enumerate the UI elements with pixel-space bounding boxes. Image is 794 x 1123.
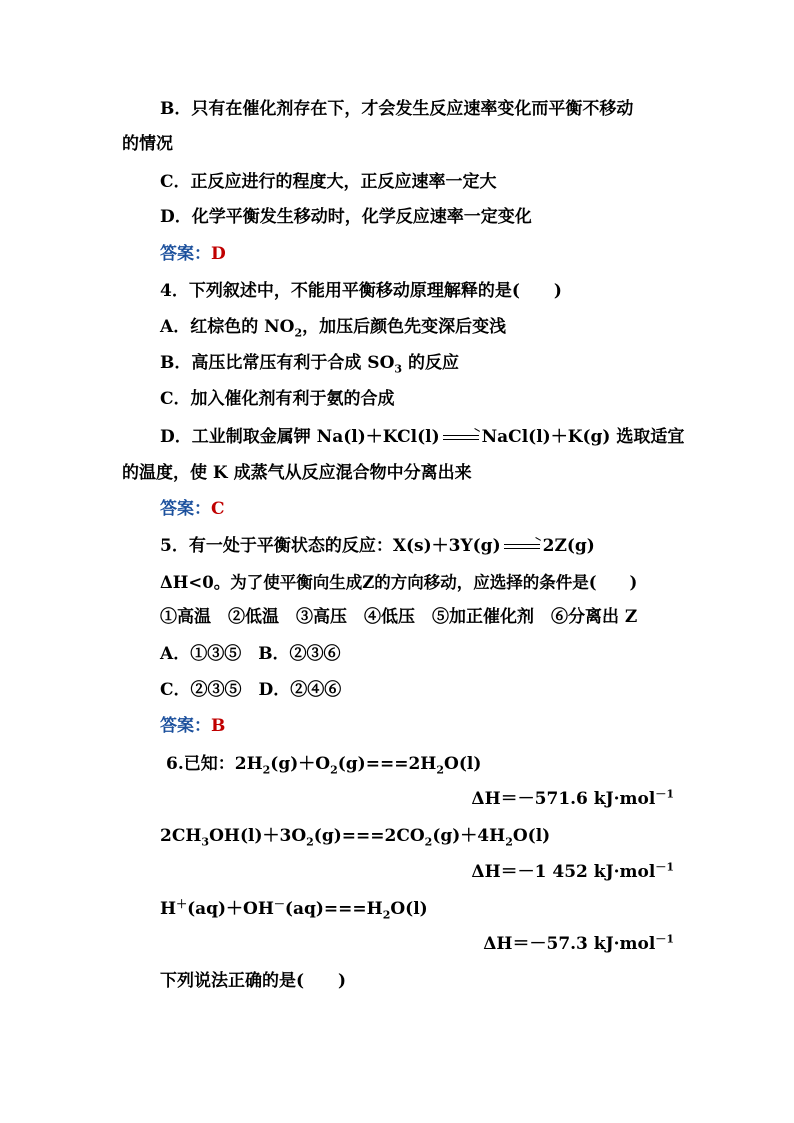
eq-text: OH(l)＋3O xyxy=(209,826,307,846)
q4-option-d-post: NaCl(l)＋K(g) 选取适宜 xyxy=(481,427,685,447)
eq-text: (aq)===H xyxy=(284,899,383,919)
q5-options-cd: C．②③⑤ D．②④⑥ xyxy=(160,680,342,700)
q5-conditions: ①高温 ②低温 ③高压 ④低压 ⑤加正催化剂 ⑥分离出 Z xyxy=(160,607,638,627)
q6-enthalpy-2 xyxy=(471,860,674,884)
subscript: 2 xyxy=(436,763,445,777)
answer-value: B xyxy=(211,716,226,736)
q3-option-b-line1: B．只有在催化剂存在下，才会发生反应速率变化而平衡不移动 xyxy=(160,99,634,119)
q4-option-d-line2: 的温度，使 K 成蒸气从反应混合物中分离出来 xyxy=(122,463,472,483)
q5-stem-post: 2Z(g) xyxy=(542,536,595,556)
q6-question: 下列说法正确的是( ) xyxy=(160,971,347,991)
eq-text: (aq)＋OH xyxy=(187,899,274,919)
q5-stem-pre: 5．有一处于平衡状态的反应：X(s)＋3Y(g) xyxy=(160,536,501,556)
eq-text: (g)＋4H xyxy=(432,826,506,846)
q4-option-b-pre: B．高压比常压有利于合成 SO xyxy=(160,353,395,373)
superscript: － xyxy=(273,897,285,911)
answer-value: C xyxy=(211,499,225,519)
q4-answer xyxy=(160,497,225,521)
answer-label: 答案： xyxy=(160,499,211,519)
q4-option-b xyxy=(160,351,459,375)
eq-text: 2CH xyxy=(160,826,202,846)
q6-enthalpy-3 xyxy=(483,932,674,956)
superscript: ＋ xyxy=(176,897,188,911)
subscript: 2 xyxy=(262,763,271,777)
subscript: 3 xyxy=(394,362,403,376)
subscript: 2 xyxy=(306,835,314,849)
enthalpy-text: ΔH＝－571.6 kJ·mol xyxy=(471,789,656,809)
subscript: 2 xyxy=(505,835,513,849)
q5-answer xyxy=(160,714,225,738)
answer-value: D xyxy=(211,244,226,264)
eq-text: (g)===2CO xyxy=(313,826,425,846)
q4-option-d-pre: D．工业制取金属钾 Na(l)＋KCl(l) xyxy=(160,427,440,447)
q5-options-ab: A．①③⑤ B．②③⑥ xyxy=(160,644,341,664)
superscript: －1 xyxy=(655,860,674,874)
q4-option-b-post: 的反应 xyxy=(402,353,459,373)
eq-text: O(l) xyxy=(512,826,551,846)
subscript: 2 xyxy=(382,908,391,922)
subscript: 2 xyxy=(330,763,338,777)
q5-stem xyxy=(160,534,595,558)
equilibrium-arrow-icon xyxy=(443,433,479,443)
q4-option-a-pre: A．红棕色的 NO xyxy=(160,317,295,337)
answer-label: 答案： xyxy=(160,716,211,736)
q3-option-b-line2: 的情况 xyxy=(122,134,173,154)
q3-option-c: C．正反应进行的程度大，正反应速率一定大 xyxy=(160,172,497,192)
enthalpy-text: ΔH＝－1 452 kJ·mol xyxy=(471,862,656,882)
subscript: 2 xyxy=(424,835,433,849)
q5-condition-line: ΔH<0。为了使平衡向生成Z的方向移动，应选择的条件是( ) xyxy=(160,573,638,592)
q6-enthalpy-1 xyxy=(471,787,674,811)
subscript: 3 xyxy=(201,835,210,849)
q6-equation-3 xyxy=(160,897,428,921)
q4-option-a xyxy=(160,315,506,339)
eq-text: H xyxy=(160,899,177,919)
q6-equation-1 xyxy=(166,752,481,776)
enthalpy-text: ΔH＝－57.3 kJ·mol xyxy=(483,934,656,954)
q4-option-d-line1 xyxy=(160,425,684,449)
q4-option-c: C．加入催化剂有利于氨的合成 xyxy=(160,389,395,409)
subscript: 2 xyxy=(294,326,303,340)
eq-text: (g)===2H xyxy=(337,754,437,774)
q4-stem: 4．下列叙述中，不能用平衡移动原理解释的是( ) xyxy=(160,281,562,301)
superscript: －1 xyxy=(655,932,674,946)
eq-text: 6.已知：2H xyxy=(166,754,263,774)
q6-equation-2 xyxy=(160,824,550,848)
answer-label: 答案： xyxy=(160,244,211,264)
q3-answer xyxy=(160,242,226,266)
superscript: －1 xyxy=(655,787,674,801)
eq-text: (g)＋O xyxy=(270,754,331,774)
equilibrium-arrow-icon xyxy=(504,542,540,552)
q4-option-a-post: ，加压后颜色先变深后变浅 xyxy=(302,317,507,337)
q3-option-d: D．化学平衡发生移动时，化学反应速率一定变化 xyxy=(160,207,532,227)
eq-text: O(l) xyxy=(444,754,482,774)
eq-text: O(l) xyxy=(390,899,428,919)
